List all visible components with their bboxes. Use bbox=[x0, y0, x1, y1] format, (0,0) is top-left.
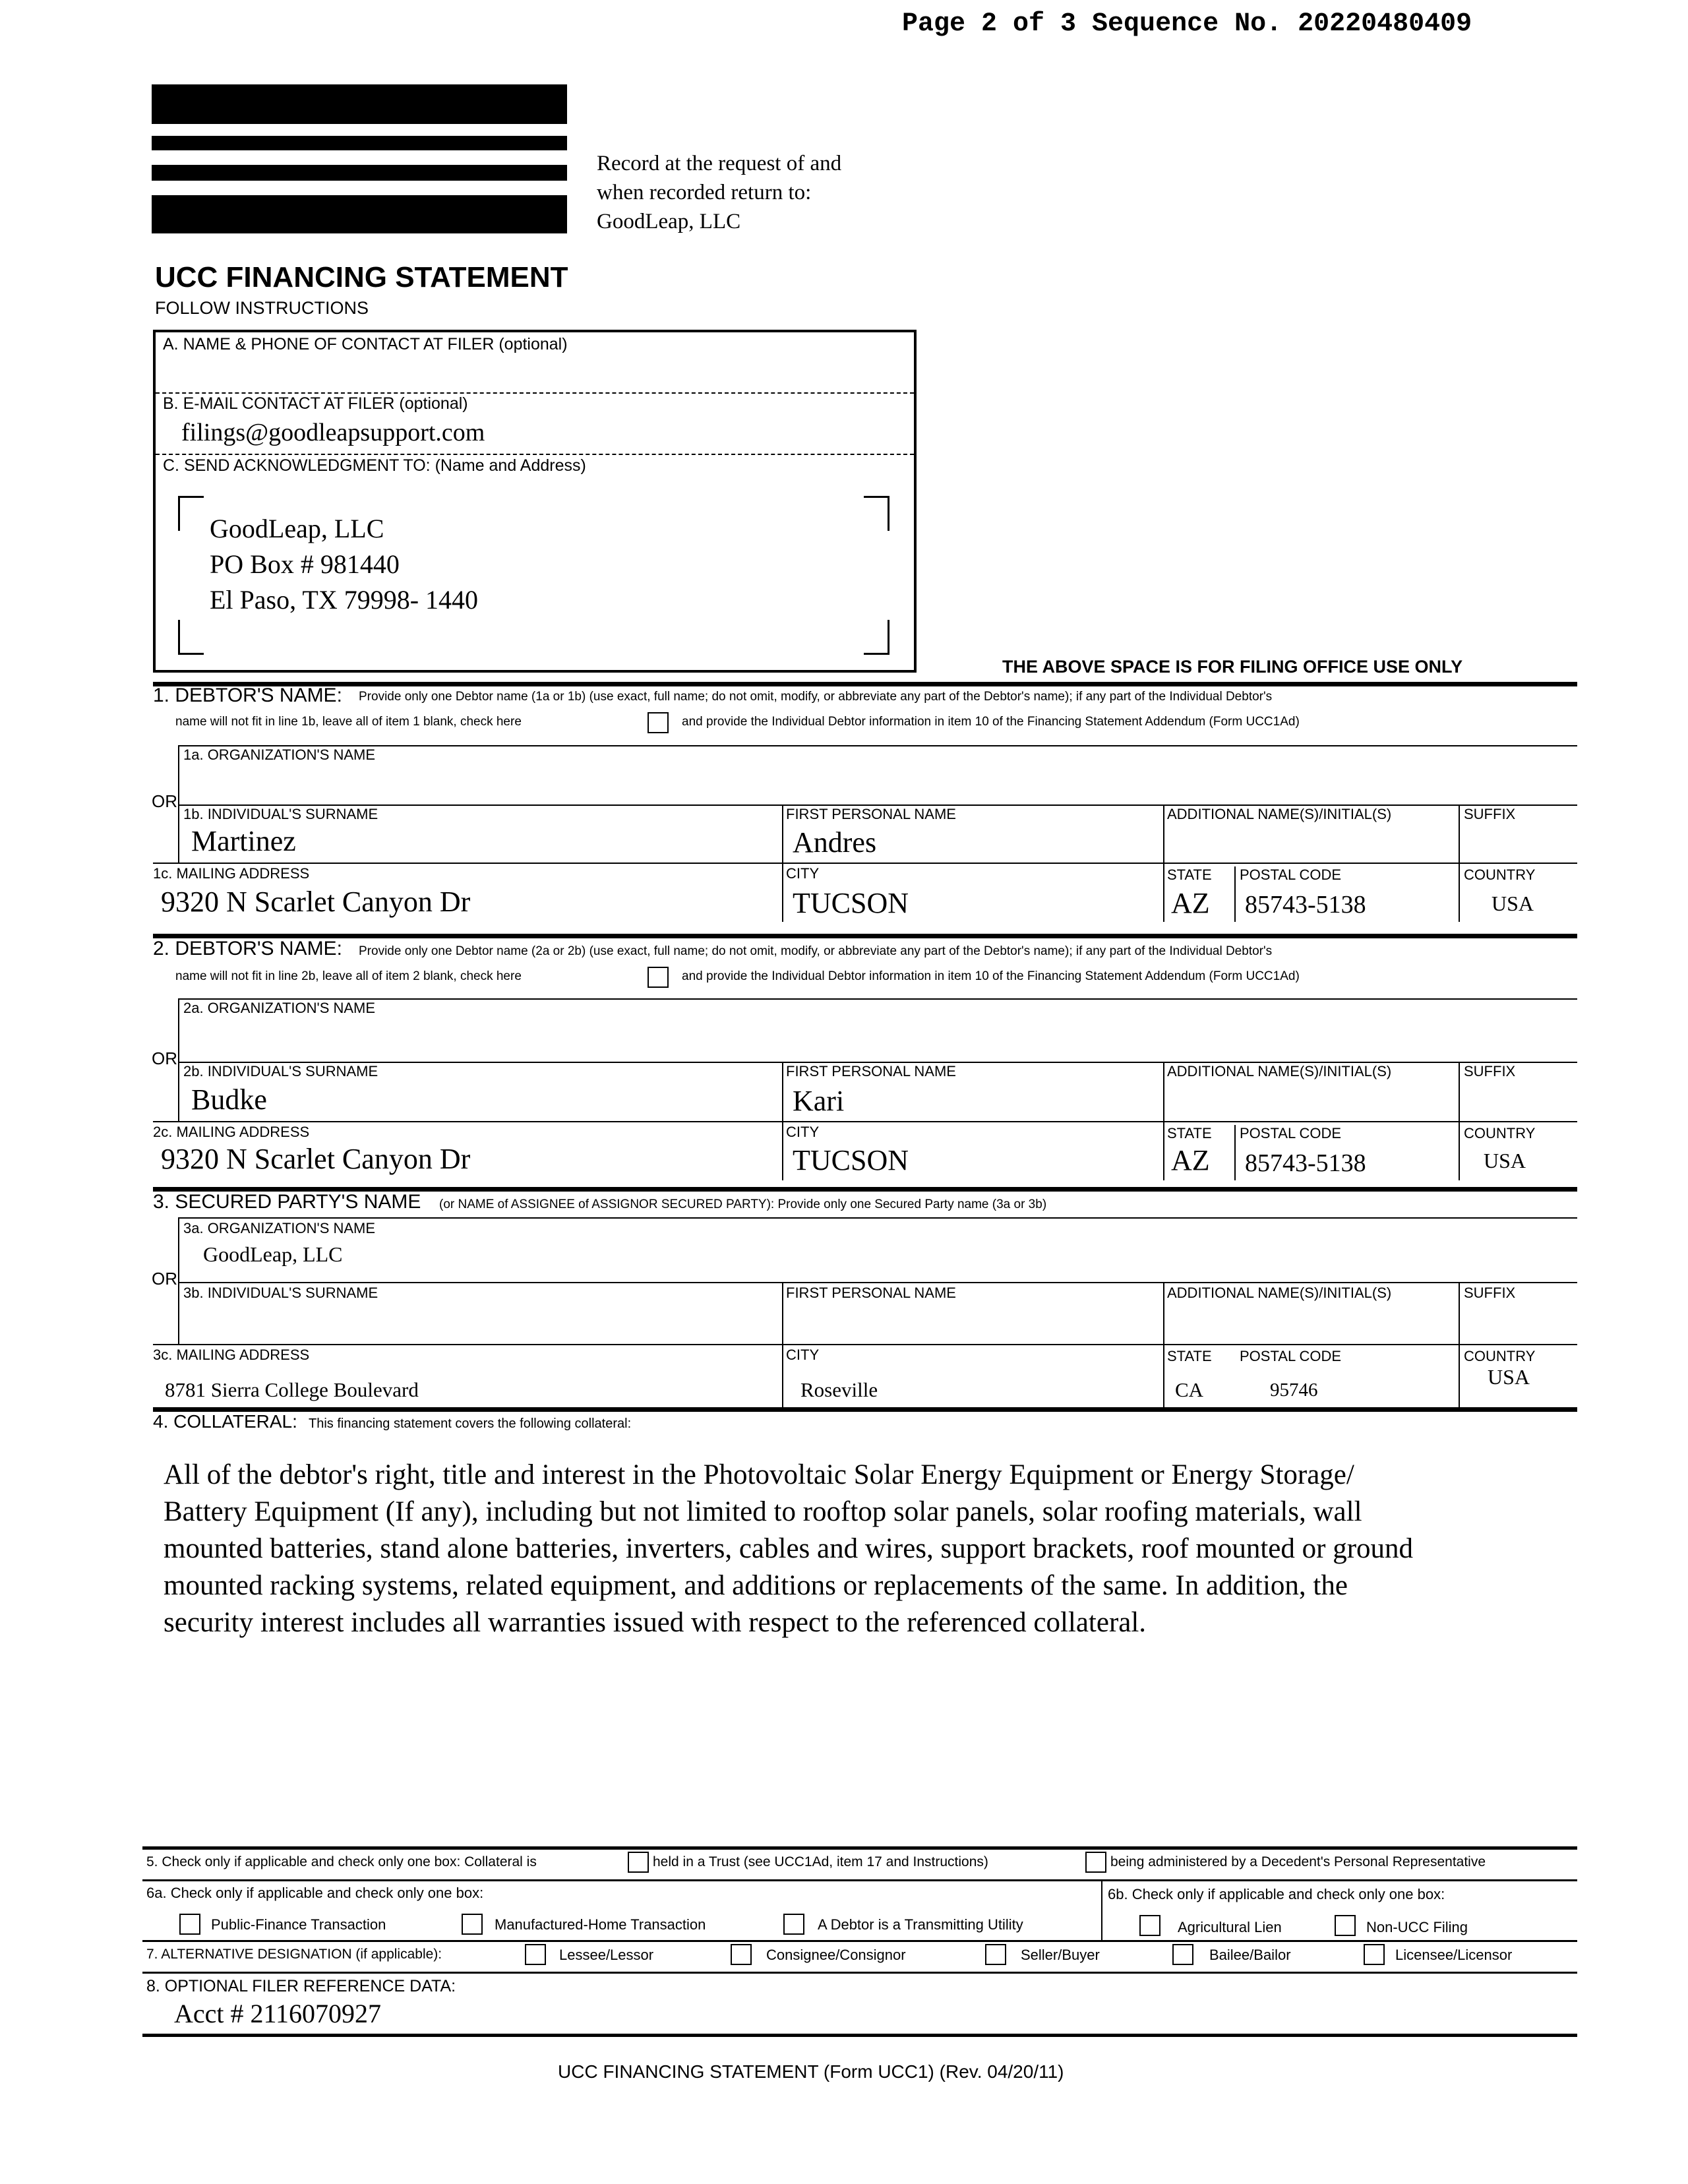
page-sequence-header: Page 2 of 3 Sequence No. 20220480409 bbox=[902, 9, 1472, 39]
collateral-line: security interest includes all warranties issued with respect to the referenced collateral. bbox=[164, 1607, 1147, 1638]
item5-decedent-label: being administered by a Decedent's Personal Representative bbox=[1110, 1854, 1486, 1869]
seller-buyer-checkbox[interactable] bbox=[985, 1944, 1006, 1965]
collateral-instructions: This financing statement covers the following collateral: bbox=[309, 1416, 632, 1431]
debtor2-surname: Budke bbox=[191, 1083, 267, 1116]
redaction-bar bbox=[152, 165, 567, 181]
bracket-top-left bbox=[178, 496, 204, 531]
debtor2-additional-label: ADDITIONAL NAME(S)/INITIAL(S) bbox=[1167, 1063, 1392, 1079]
debtor2-suffix-label: SUFFIX bbox=[1464, 1063, 1516, 1079]
agricultural-lien-checkbox[interactable] bbox=[1139, 1915, 1160, 1936]
non-ucc-filing-checkbox[interactable] bbox=[1335, 1915, 1356, 1936]
debtor1-postal-label: POSTAL CODE bbox=[1240, 866, 1342, 883]
item7-text: 7. ALTERNATIVE DESIGNATION (if applicable): bbox=[146, 1947, 442, 1962]
bracket-bottom-right bbox=[864, 620, 889, 655]
debtor2-heading: 2. DEBTOR'S NAME: bbox=[153, 938, 342, 959]
item5-trust-label: held in a Trust (see UCC1Ad, item 17 and Instructions) bbox=[653, 1854, 988, 1869]
licensee-licensor-checkbox[interactable] bbox=[1364, 1944, 1385, 1965]
item6a-text: 6a. Check only if applicable and check only one box: bbox=[146, 1885, 484, 1901]
debtor2-instructions: Provide only one Debtor name (2a or 2b) (use exact, full name; do not omit, modify, or abbreviate any part of the Debtor's name); if any part of the Individual Debtor's bbox=[359, 944, 1273, 958]
redaction-bar bbox=[152, 84, 567, 124]
secured-suffix-label: SUFFIX bbox=[1464, 1285, 1516, 1301]
consignee-consignor-label: Consignee/Consignor bbox=[766, 1947, 906, 1963]
debtor1-instructions: Provide only one Debtor name (1a or 1b) (use exact, full name; do not omit, modify, or abbreviate any part of the Debtor's name); if any part of the Individual Debtor's bbox=[359, 690, 1273, 704]
collateral-line: All of the debtor's right, title and interest in the Photovoltaic Solar Energy Equipment or Energy Storage/ bbox=[164, 1459, 1354, 1490]
secured-postal: 95746 bbox=[1270, 1380, 1318, 1401]
debtor2-country: USA bbox=[1484, 1149, 1526, 1172]
record-return-line: Record at the request of and bbox=[597, 152, 842, 175]
ack-city: El Paso, TX 79998- 1440 bbox=[210, 585, 479, 615]
bracket-bottom-left bbox=[178, 620, 204, 655]
debtor1-city: TUCSON bbox=[793, 887, 909, 919]
secured-state: CA bbox=[1175, 1378, 1204, 1401]
debtor1-checkbox[interactable] bbox=[648, 712, 669, 733]
debtor2-state-label: STATE bbox=[1167, 1125, 1212, 1141]
debtor2-city: TUCSON bbox=[793, 1144, 909, 1176]
item5-decedent-checkbox[interactable] bbox=[1085, 1852, 1106, 1873]
debtor2-first-label: FIRST PERSONAL NAME bbox=[786, 1063, 956, 1079]
redaction-bar bbox=[152, 195, 567, 233]
form-subtitle: FOLLOW INSTRUCTIONS bbox=[155, 298, 369, 318]
debtor2-checkbox[interactable] bbox=[648, 967, 669, 988]
filer-box bbox=[153, 330, 917, 673]
filing-office-note: THE ABOVE SPACE IS FOR FILING OFFICE USE ONLY bbox=[1002, 657, 1463, 677]
bracket-top-right bbox=[864, 496, 889, 531]
secured-state-label: STATE bbox=[1167, 1348, 1212, 1364]
debtor1-instructions: and provide the Individual Debtor information in item 10 of the Financing Statement Addendum (Form UCC1Ad) bbox=[682, 715, 1300, 729]
debtor1-city-label: CITY bbox=[786, 865, 820, 882]
secured-country-label: COUNTRY bbox=[1464, 1348, 1536, 1364]
debtor1-postal: 85743-5138 bbox=[1245, 891, 1366, 919]
lessee-lessor-label: Lessee/Lessor bbox=[559, 1947, 654, 1963]
item5-trust-checkbox[interactable] bbox=[628, 1852, 649, 1873]
secured-surname-label: 3b. INDIVIDUAL'S SURNAME bbox=[183, 1285, 378, 1301]
bailee-bailor-checkbox[interactable] bbox=[1172, 1944, 1193, 1965]
ack-name: GoodLeap, LLC bbox=[210, 514, 384, 543]
secured-instructions: (or NAME of ASSIGNEE of ASSIGNOR SECURED PARTY): Provide only one Secured Party name (3a or 3b) bbox=[439, 1198, 1047, 1211]
debtor1-org-label: 1a. ORGANIZATION'S NAME bbox=[183, 746, 376, 763]
non-ucc-filing-label: Non-UCC Filing bbox=[1366, 1919, 1468, 1935]
secured-postal-label: POSTAL CODE bbox=[1240, 1348, 1342, 1364]
debtor1-mail-label: 1c. MAILING ADDRESS bbox=[153, 865, 310, 882]
section-c-label: C. SEND ACKNOWLEDGMENT TO: (Name and Address) bbox=[163, 456, 586, 475]
debtor1-heading: 1. DEBTOR'S NAME: bbox=[153, 684, 342, 706]
bailee-bailor-label: Bailee/Bailor bbox=[1209, 1947, 1291, 1963]
debtor2-postal: 85743-5138 bbox=[1245, 1149, 1366, 1177]
debtor2-mail-label: 2c. MAILING ADDRESS bbox=[153, 1124, 310, 1140]
agricultural-lien-label: Agricultural Lien bbox=[1178, 1919, 1282, 1935]
item6b-text: 6b. Check only if applicable and check only one box: bbox=[1108, 1886, 1445, 1902]
debtor2-surname-label: 2b. INDIVIDUAL'S SURNAME bbox=[183, 1063, 378, 1079]
secured-org-label: 3a. ORGANIZATION'S NAME bbox=[183, 1220, 376, 1236]
public-finance-label: Public-Finance Transaction bbox=[211, 1916, 386, 1933]
secured-address: 8781 Sierra College Boulevard bbox=[165, 1378, 419, 1401]
seller-buyer-label: Seller/Buyer bbox=[1021, 1947, 1100, 1963]
transmitting-utility-checkbox[interactable] bbox=[783, 1914, 804, 1935]
consignee-consignor-checkbox[interactable] bbox=[731, 1944, 752, 1965]
licensee-licensor-label: Licensee/Licensor bbox=[1395, 1947, 1513, 1963]
section-a-label: A. NAME & PHONE OF CONTACT AT FILER (optional) bbox=[163, 335, 568, 353]
collateral-line: mounted batteries, stand alone batteries, inverters, cables and wires, support brackets, roof mounted or ground bbox=[164, 1533, 1414, 1564]
debtor1-surname-label: 1b. INDIVIDUAL'S SURNAME bbox=[183, 806, 378, 822]
item5-text: 5. Check only if applicable and check only one box: Collateral is bbox=[146, 1854, 537, 1869]
debtor2-first: Kari bbox=[793, 1085, 845, 1117]
secured-org: GoodLeap, LLC bbox=[203, 1242, 343, 1266]
or-label: OR bbox=[152, 791, 177, 811]
debtor1-country-label: COUNTRY bbox=[1464, 866, 1536, 883]
or-label: OR bbox=[152, 1048, 177, 1068]
transmitting-utility-label: A Debtor is a Transmitting Utility bbox=[818, 1916, 1023, 1933]
email-contact: filings@goodleapsupport.com bbox=[181, 419, 485, 446]
debtor1-first-label: FIRST PERSONAL NAME bbox=[786, 806, 956, 822]
debtor2-instructions: name will not fit in line 2b, leave all of item 2 blank, check here bbox=[175, 969, 522, 983]
debtor1-state-label: STATE bbox=[1167, 866, 1212, 883]
debtor1-address: 9320 N Scarlet Canyon Dr bbox=[161, 886, 471, 918]
collateral-line: mounted racking systems, related equipment, and additions or replacements of the same. In addition, the bbox=[164, 1570, 1348, 1601]
filer-reference: Acct # 2116070927 bbox=[174, 1999, 382, 2028]
debtor2-city-label: CITY bbox=[786, 1124, 820, 1140]
secured-additional-label: ADDITIONAL NAME(S)/INITIAL(S) bbox=[1167, 1285, 1392, 1301]
debtor2-postal-label: POSTAL CODE bbox=[1240, 1125, 1342, 1141]
debtor1-first: Andres bbox=[793, 826, 877, 859]
secured-first-label: FIRST PERSONAL NAME bbox=[786, 1285, 956, 1301]
secured-mail-label: 3c. MAILING ADDRESS bbox=[153, 1347, 310, 1363]
public-finance-checkbox[interactable] bbox=[179, 1914, 200, 1935]
form-footer: UCC FINANCING STATEMENT (Form UCC1) (Rev. 04/20/11) bbox=[558, 2061, 1064, 2082]
secured-heading: 3. SECURED PARTY'S NAME bbox=[153, 1191, 421, 1213]
or-label: OR bbox=[152, 1269, 177, 1289]
secured-city: Roseville bbox=[800, 1378, 878, 1401]
record-return-line: GoodLeap, LLC bbox=[597, 210, 741, 233]
record-return-line: when recorded return to: bbox=[597, 181, 812, 204]
debtor2-org-label: 2a. ORGANIZATION'S NAME bbox=[183, 1000, 376, 1016]
manufactured-home-checkbox[interactable] bbox=[462, 1914, 483, 1935]
secured-city-label: CITY bbox=[786, 1347, 820, 1363]
debtor2-instructions: and provide the Individual Debtor information in item 10 of the Financing Statement Addendum (Form UCC1Ad) bbox=[682, 969, 1300, 983]
debtor1-state: AZ bbox=[1171, 887, 1210, 919]
secured-country: USA bbox=[1488, 1365, 1530, 1389]
form-title: UCC FINANCING STATEMENT bbox=[155, 261, 568, 293]
redaction-bar bbox=[152, 136, 567, 150]
manufactured-home-label: Manufactured-Home Transaction bbox=[495, 1916, 706, 1933]
item8-label: 8. OPTIONAL FILER REFERENCE DATA: bbox=[146, 1977, 456, 1995]
debtor1-country: USA bbox=[1492, 892, 1534, 915]
debtor1-suffix-label: SUFFIX bbox=[1464, 806, 1516, 822]
debtor1-surname: Martinez bbox=[191, 825, 296, 857]
lessee-lessor-checkbox[interactable] bbox=[525, 1944, 546, 1965]
section-b-label: B. E-MAIL CONTACT AT FILER (optional) bbox=[163, 394, 468, 413]
debtor2-state: AZ bbox=[1171, 1144, 1210, 1176]
collateral-heading: 4. COLLATERAL: bbox=[153, 1411, 297, 1432]
collateral-line: Battery Equipment (If any), including but not limited to rooftop solar panels, solar roofing materials, wall bbox=[164, 1496, 1362, 1527]
ack-address: PO Box # 981440 bbox=[210, 549, 400, 579]
debtor2-address: 9320 N Scarlet Canyon Dr bbox=[161, 1143, 471, 1175]
debtor1-instructions: name will not fit in line 1b, leave all of item 1 blank, check here bbox=[175, 715, 522, 729]
debtor2-country-label: COUNTRY bbox=[1464, 1125, 1536, 1141]
debtor1-additional-label: ADDITIONAL NAME(S)/INITIAL(S) bbox=[1167, 806, 1392, 822]
